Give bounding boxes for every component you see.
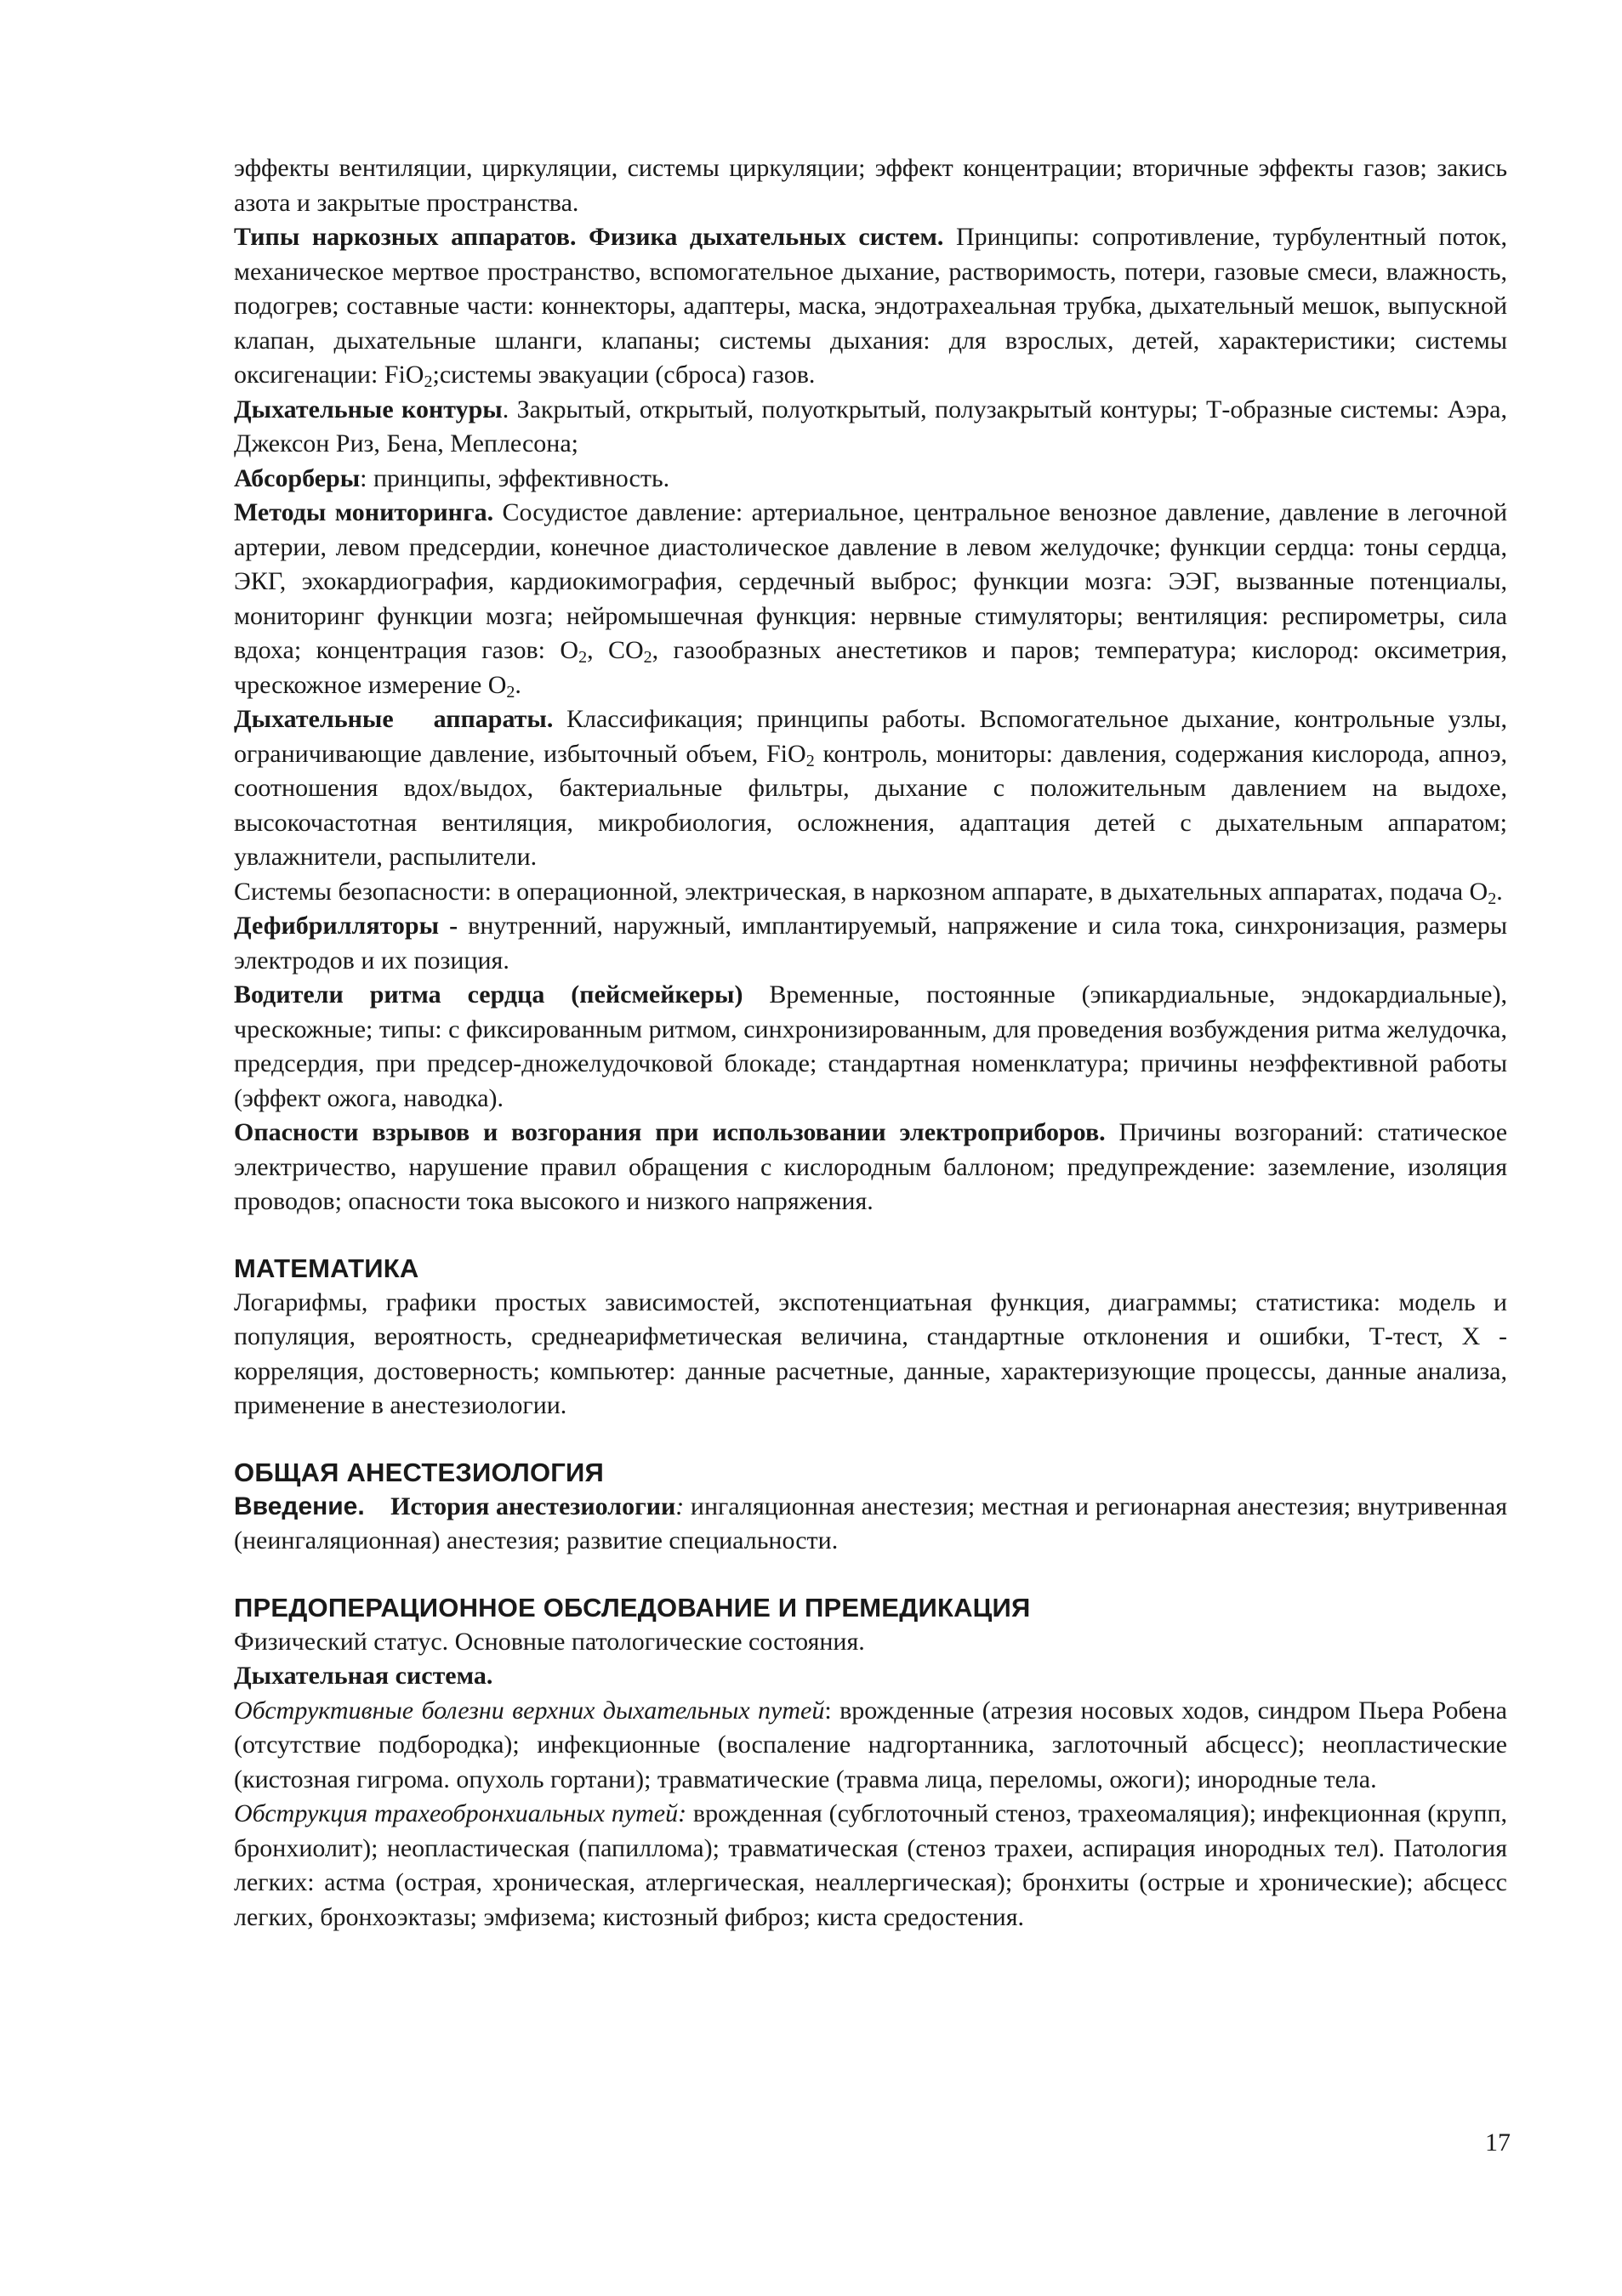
section-title-defibrillators: Дефибрилляторы - — [234, 912, 458, 940]
paragraph-explosion-hazards — [234, 1116, 1507, 1219]
section-title-monitoring: Методы мониторинга. — [234, 498, 494, 526]
heading-general-anesthesiology: ОБЩАЯ АНЕСТЕЗИОЛОГИЯ — [234, 1457, 604, 1487]
history-colon: : — [675, 1492, 685, 1520]
paragraph-text: , CO — [587, 636, 644, 664]
paragraph-tracheobronchial — [234, 1797, 1507, 1935]
subscript: 2 — [578, 648, 588, 667]
subscript: 2 — [424, 372, 433, 391]
paragraph-anesthesia-machines — [234, 220, 1507, 393]
heading-mathematics: МАТЕМАТИКА — [234, 1253, 419, 1283]
paragraph-text: эффекты вентиляции, циркуляции, системы циркуляции; эффект концентрации; вторичные эффекты газов; закись азота и закрытые пространства. — [234, 154, 1507, 217]
paragraph-absorbers — [234, 462, 1507, 497]
subscript: 2 — [1488, 889, 1497, 908]
section-title-machines: Типы наркозных аппаратов. Физика дыхательных систем. — [234, 223, 944, 251]
paragraph-text: Причины возгораний: статическое электричество, нарушение правил обращения с кислородным баллоном; предупреждение: заземление, изоляция проводов; опасности тока высокого и низкого напряжения. — [234, 1118, 1508, 1215]
section-title-absorbers: Абсорберы — [234, 463, 361, 492]
paragraph-text: контроль, мониторы: давления, содержания кислорода, апноэ, соотношения вдох/выдох, бактериальные фильтры, дыхание с положительным давлением на выдохе, высокочастотная вентиляция, микробиология, осложнения, адаптация детей с дыхательным аппаратом; увлажнители, распылители. — [234, 739, 1507, 871]
paragraph-text: : врожденные (атрезия носовых ходов, синдром Пьера Робена (отсутствие подбородка); инфекционные (воспаление надгортанника, заглоточный абсцесс); неопластические (кистозная гигрома. опухоль гортани); травматические (травма лица, переломы, ожоги); инородные тела. — [234, 1696, 1507, 1793]
paragraph-pacemakers — [234, 978, 1507, 1116]
paragraph-text: . Закрытый, открытый, полуоткрытый, полузакрытый контуры; Т-образные системы: Аэра, Джексон Риз, Бена, Меплесона; — [234, 395, 1507, 457]
paragraph-text: . — [515, 670, 521, 699]
page-number: 17 — [1485, 2128, 1511, 2157]
paragraph-text: врожденная (субглоточный стеноз, трахеомаляция); инфекционная (крупп, бронхиолит); неопластическая (папиллома); травматическая (стеноз трахеи, аспирация инородных тел). Патология легких: астма (острая, хроническая, атлергическая, неаллергическая); бронхиты (острые и хронические); абсцесс легких, бронхоэктазы; эмфизема; кистозный фиброз; киста средостения. — [234, 1799, 1507, 1931]
paragraph-ventilators — [234, 702, 1507, 875]
paragraph-text: . — [1496, 877, 1503, 906]
section-title-respiratory: Дыхательная система. — [234, 1662, 493, 1690]
subscript: 2 — [643, 648, 652, 667]
section-title-circuits: Дыхательные контуры — [234, 395, 503, 423]
paragraph-monitoring — [234, 496, 1507, 702]
history-label: История анестезиологии — [390, 1492, 676, 1520]
introduction-label: Введение. — [234, 1492, 365, 1520]
paragraph-gas-effects — [234, 151, 1507, 220]
paragraph-text: : принципы, эффективность. — [360, 463, 670, 492]
paragraph-physical-status — [234, 1625, 1507, 1660]
italic-title-tracheobronchial: Обструкция трахеобронхиальных путей: — [234, 1799, 687, 1827]
paragraph-text: Классификация; принципы работы. Вспомогательное дыхание, контрольные узлы, ограничивающие давление, избыточный объем, FiO — [234, 705, 1507, 768]
paragraph-mathematics — [234, 1286, 1507, 1424]
subscript: 2 — [506, 682, 515, 702]
paragraph-text: Принципы: сопротивление, турбулентный поток, механическое мертвое пространство, вспомогательное дыхание, растворимость, потери, газовые смеси, влажность, подогрев; составные части: коннекторы, адаптеры, маска, эндотрахеальная трубка, дыхательный мешок, выпускной клапан, дыхательные шланги, клапаны; системы дыхания: для взрослых, детей, характеристики; системы оксигенации: FiO — [234, 223, 1508, 389]
paragraph-upper-airway — [234, 1694, 1507, 1798]
paragraph-respiratory-title — [234, 1659, 1507, 1694]
paragraph-text: Логарифмы, графики простых зависимостей, экспотенциатьная функция, диаграммы; статистика: модель и популяция, вероятность, среднеарифметическая величина, стандартные отклонения и ошибки, Т-тест, Х - корреляция, достоверность; компьютер: данные расчетные, данные, характеризующие процессы, данные анализа, применение в анестезиологии. — [234, 1287, 1507, 1419]
section-title-ventilators: Дыхательные аппараты. — [234, 705, 554, 733]
paragraph-text: , газообразных анестетиков и паров; температура; кислород: оксиметрия, чрескожное измерение O — [234, 636, 1507, 699]
heading-preoperative: ПРЕДОПЕРАЦИОННОЕ ОБСЛЕДОВАНИЕ И ПРЕМЕДИКАЦИЯ — [234, 1592, 1031, 1623]
paragraph-safety-systems — [234, 875, 1507, 910]
paragraph-text: внутренний, наружный, имплантируемый, напряжение и сила тока, синхронизация, размеры электродов и их позиция. — [234, 912, 1507, 975]
paragraph-text: Временные, постоянные (эпикардиальные, эндокардиальные), чрескожные; типы: с фиксированным ритмом, синхронизированным, для проведения возбуждения ритма желудочка, предсердия, при предсер-дножелудочковой блокаде; стандартная номенклатура; причины неэффективной работы (эффект ожога, наводка). — [234, 980, 1507, 1112]
paragraph-text: ингаляционная анестезия; местная и регионарная анестезия; внутривенная (неингаляционная) анестезия; развитие специальности. — [234, 1492, 1507, 1554]
paragraph-text: Системы безопасности: в операционной, электрическая, в наркозном аппарате, в дыхательных аппаратах, подача O — [234, 877, 1488, 906]
section-title-pacemakers: Водители ритма сердца (пейсмейкеры) — [234, 980, 743, 1009]
paragraph-text: Физический статус. Основные патологические состояния. — [234, 1627, 865, 1656]
paragraph-text: ;системы эвакуации (сброса) газов. — [432, 361, 816, 389]
italic-title-upper-airway: Обструктивные болезни верхних дыхательных путей — [234, 1696, 825, 1725]
paragraph-text: Сосудистое давление: артериальное, центральное венозное давление, давление в легочной артерии, левом предсердии, конечное диастолическое давление в левом желудочке; функции сердца: тоны сердца, ЭКГ, эхокардиография, кардиокимография, сердечный выброс; функции мозга: ЭЭГ, вызванные потенциалы, мониторинг функции мозга; нейромышечная функция: нервные стимуляторы; вентиляция: респирометры, сила вдоха; концентрация газов: O — [234, 498, 1508, 664]
paragraph-breathing-circuits — [234, 393, 1507, 462]
paragraph-introduction — [234, 1490, 1507, 1559]
section-title-hazards: Опасности взрывов и возгорания при использовании электроприборов. — [234, 1118, 1106, 1146]
page-content — [234, 151, 1507, 1935]
subscript: 2 — [805, 751, 815, 770]
paragraph-defibrillators — [234, 909, 1507, 978]
